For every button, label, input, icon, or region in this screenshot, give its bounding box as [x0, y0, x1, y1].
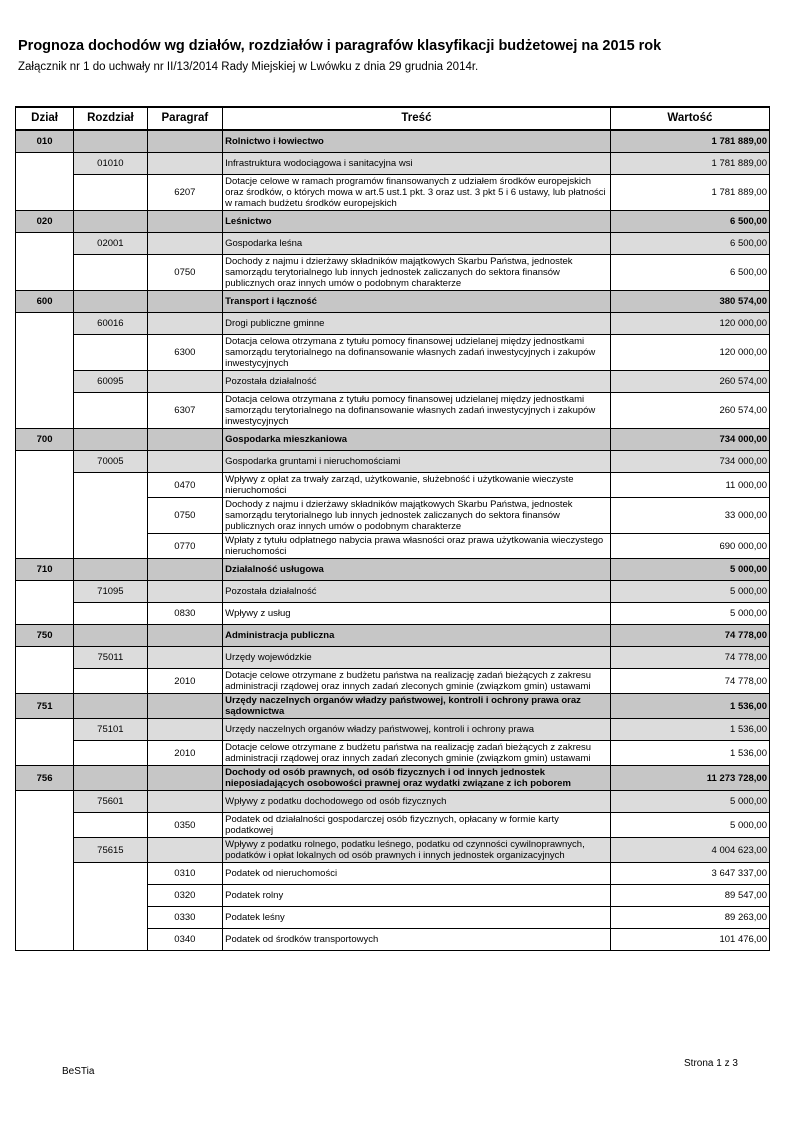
cell-dzial-empty [16, 313, 74, 429]
cell-rozdzial-empty [74, 473, 147, 559]
table-row [16, 647, 770, 669]
cell-rozdzial: 70005 [74, 451, 147, 473]
cell-wartosc: 3 647 337,00 [610, 863, 769, 885]
table-row [16, 791, 770, 813]
cell-rozdzial-empty [74, 863, 147, 951]
cell-tresc: Podatek od działalności gospodarczej osób fizycznych, opłacany w formie karty podatkowej [223, 813, 611, 838]
cell-paragraf [147, 291, 223, 313]
column-header-dzial: Dział [16, 107, 74, 130]
cell-tresc: Dotacje celowe otrzymane z budżetu państwa na realizację zadań bieżących z zakresu administracji rządowej oraz innych zadań zleconych gminie (związkom gmin) ustawami [223, 669, 611, 694]
cell-tresc: Wpływy z usług [223, 603, 611, 625]
table-row [16, 694, 770, 719]
cell-tresc: Urzędy naczelnych organów władzy państwowej, kontroli i ochrony prawa [223, 719, 611, 741]
cell-dzial-empty [16, 581, 74, 625]
table-row [16, 291, 770, 313]
cell-paragraf [147, 451, 223, 473]
cell-tresc: Wpływy z podatku rolnego, podatku leśnego, podatku od czynności cywilnoprawnych, podatków i opłat lokalnych od osób prawnych i innych jednostek organizacyjnych [223, 838, 611, 863]
column-header-rozdzial: Rozdział [74, 107, 147, 130]
cell-wartosc: 5 000,00 [610, 581, 769, 603]
cell-wartosc: 1 781 889,00 [610, 175, 769, 211]
table-row [16, 813, 770, 838]
cell-rozdzial-empty [74, 603, 147, 625]
cell-wartosc: 74 778,00 [610, 647, 769, 669]
cell-tresc: Gospodarka leśna [223, 233, 611, 255]
cell-wartosc: 380 574,00 [610, 291, 769, 313]
table-row [16, 130, 770, 153]
cell-wartosc: 5 000,00 [610, 813, 769, 838]
table-row [16, 371, 770, 393]
cell-paragraf [147, 153, 223, 175]
cell-rozdzial [74, 625, 147, 647]
cell-rozdzial: 75101 [74, 719, 147, 741]
table-row [16, 211, 770, 233]
cell-rozdzial: 60095 [74, 371, 147, 393]
table-row [16, 393, 770, 429]
cell-tresc: Transport i łączność [223, 291, 611, 313]
cell-paragraf: 0770 [147, 534, 223, 559]
cell-tresc: Dochody z najmu i dzierżawy składników majątkowych Skarbu Państwa, jednostek samorządu terytorialnego lub innych jednostek zaliczanych do sektora finansów publicznych oraz innych umów o podobnym charakterze [223, 255, 611, 291]
column-header-wartosc: Wartość [610, 107, 769, 130]
cell-tresc: Rolnictwo i łowiectwo [223, 130, 611, 153]
cell-paragraf: 2010 [147, 669, 223, 694]
table-row [16, 766, 770, 791]
cell-tresc: Leśnictwo [223, 211, 611, 233]
cell-wartosc: 5 000,00 [610, 559, 769, 581]
cell-dzial-empty [16, 647, 74, 694]
cell-paragraf: 0830 [147, 603, 223, 625]
cell-rozdzial [74, 429, 147, 451]
cell-paragraf [147, 766, 223, 791]
cell-wartosc: 4 004 623,00 [610, 838, 769, 863]
table-row [16, 838, 770, 863]
cell-dzial: 020 [16, 211, 74, 233]
cell-tresc: Gospodarka gruntami i nieruchomościami [223, 451, 611, 473]
cell-dzial: 710 [16, 559, 74, 581]
cell-wartosc: 1 781 889,00 [610, 130, 769, 153]
cell-paragraf [147, 211, 223, 233]
cell-paragraf: 0330 [147, 907, 223, 929]
cell-wartosc: 74 778,00 [610, 625, 769, 647]
cell-rozdzial-empty [74, 741, 147, 766]
table-row [16, 581, 770, 603]
table-row [16, 603, 770, 625]
cell-wartosc: 690 000,00 [610, 534, 769, 559]
cell-paragraf: 6207 [147, 175, 223, 211]
cell-tresc: Gospodarka mieszkaniowa [223, 429, 611, 451]
cell-paragraf [147, 233, 223, 255]
cell-tresc: Podatek leśny [223, 907, 611, 929]
cell-rozdzial: 01010 [74, 153, 147, 175]
table-row [16, 233, 770, 255]
cell-wartosc: 33 000,00 [610, 498, 769, 534]
cell-rozdzial-empty [74, 813, 147, 838]
cell-paragraf [147, 313, 223, 335]
table-row [16, 669, 770, 694]
cell-rozdzial: 02001 [74, 233, 147, 255]
table-row [16, 153, 770, 175]
table-row [16, 175, 770, 211]
table-row [16, 741, 770, 766]
cell-wartosc: 734 000,00 [610, 429, 769, 451]
cell-wartosc: 6 500,00 [610, 211, 769, 233]
cell-paragraf: 0320 [147, 885, 223, 907]
cell-dzial-empty [16, 791, 74, 951]
cell-tresc: Urzędy naczelnych organów władzy państwowej, kontroli i ochrony prawa oraz sądownictwa [223, 694, 611, 719]
table-row [16, 719, 770, 741]
cell-rozdzial: 75601 [74, 791, 147, 813]
cell-tresc: Podatek rolny [223, 885, 611, 907]
cell-paragraf [147, 130, 223, 153]
cell-paragraf [147, 625, 223, 647]
cell-dzial: 010 [16, 130, 74, 153]
cell-wartosc: 1 536,00 [610, 719, 769, 741]
cell-tresc: Administracja publiczna [223, 625, 611, 647]
table-body [16, 130, 770, 951]
cell-wartosc: 74 778,00 [610, 669, 769, 694]
cell-wartosc: 89 263,00 [610, 907, 769, 929]
cell-dzial-empty [16, 719, 74, 766]
cell-paragraf [147, 694, 223, 719]
cell-tresc: Dotacje celowe w ramach programów finansowanych z udziałem środków europejskich oraz środków, o których mowa w art.5 ust.1 pkt. 3 oraz ust. 3 pkt 5 i 6 ustawy, lub płatności w ramach budżetu środków europejskich [223, 175, 611, 211]
cell-wartosc: 89 547,00 [610, 885, 769, 907]
cell-dzial: 756 [16, 766, 74, 791]
cell-paragraf [147, 719, 223, 741]
cell-wartosc: 1 536,00 [610, 694, 769, 719]
cell-paragraf: 0350 [147, 813, 223, 838]
cell-wartosc: 260 574,00 [610, 393, 769, 429]
cell-dzial: 751 [16, 694, 74, 719]
cell-tresc: Wpływy z podatku dochodowego od osób fizycznych [223, 791, 611, 813]
cell-paragraf [147, 371, 223, 393]
cell-rozdzial: 75615 [74, 838, 147, 863]
cell-wartosc: 6 500,00 [610, 255, 769, 291]
cell-paragraf: 0750 [147, 498, 223, 534]
cell-wartosc: 11 000,00 [610, 473, 769, 498]
cell-paragraf: 6307 [147, 393, 223, 429]
table-row [16, 255, 770, 291]
cell-rozdzial [74, 211, 147, 233]
cell-tresc: Dotacje celowe otrzymane z budżetu państwa na realizację zadań bieżących z zakresu administracji rządowej oraz innych zadań zleconych gminie (związkom gmin) ustawami [223, 741, 611, 766]
cell-rozdzial: 75011 [74, 647, 147, 669]
cell-paragraf [147, 559, 223, 581]
cell-paragraf: 2010 [147, 741, 223, 766]
cell-wartosc: 734 000,00 [610, 451, 769, 473]
budget-table [15, 106, 770, 951]
cell-rozdzial-empty [74, 669, 147, 694]
cell-tresc: Dochody od osób prawnych, od osób fizycznych i od innych jednostek nieposiadających osobowości prawnej oraz wydatki związane z ich poborem [223, 766, 611, 791]
table-row [16, 429, 770, 451]
cell-paragraf [147, 647, 223, 669]
cell-rozdzial-empty [74, 255, 147, 291]
cell-tresc: Drogi publiczne gminne [223, 313, 611, 335]
cell-wartosc: 120 000,00 [610, 335, 769, 371]
cell-wartosc: 5 000,00 [610, 603, 769, 625]
cell-rozdzial [74, 291, 147, 313]
cell-paragraf: 6300 [147, 335, 223, 371]
cell-tresc: Dotacja celowa otrzymana z tytułu pomocy finansowej udzielanej między jednostkami samorządu terytorialnego na dofinansowanie własnych zadań inwestycyjnych i zakupów inwestycyjnych [223, 335, 611, 371]
cell-rozdzial [74, 694, 147, 719]
cell-paragraf: 0470 [147, 473, 223, 498]
cell-wartosc: 5 000,00 [610, 791, 769, 813]
cell-rozdzial [74, 130, 147, 153]
column-header-tresc: Treść [223, 107, 611, 130]
cell-rozdzial: 71095 [74, 581, 147, 603]
cell-wartosc: 1 781 889,00 [610, 153, 769, 175]
cell-dzial-empty [16, 153, 74, 211]
cell-rozdzial [74, 559, 147, 581]
cell-paragraf [147, 838, 223, 863]
cell-tresc: Urzędy wojewódzkie [223, 647, 611, 669]
cell-paragraf [147, 581, 223, 603]
cell-tresc: Wpłaty z tytułu odpłatnego nabycia prawa własności oraz prawa użytkowania wieczystego nieruchomości [223, 534, 611, 559]
cell-wartosc: 11 273 728,00 [610, 766, 769, 791]
cell-tresc: Działalność usługowa [223, 559, 611, 581]
table-row [16, 335, 770, 371]
cell-rozdzial-empty [74, 393, 147, 429]
cell-paragraf [147, 429, 223, 451]
cell-paragraf: 0310 [147, 863, 223, 885]
cell-wartosc: 1 536,00 [610, 741, 769, 766]
cell-wartosc: 6 500,00 [610, 233, 769, 255]
cell-tresc: Infrastruktura wodociągowa i sanitacyjna wsi [223, 153, 611, 175]
page-subtitle: Załącznik nr 1 do uchwały nr II/13/2014 Rady Miejskiej w Lwówku z dnia 29 grudnia 2014r. [18, 61, 479, 73]
cell-dzial: 600 [16, 291, 74, 313]
cell-tresc: Podatek od środków transportowych [223, 929, 611, 951]
cell-paragraf: 0750 [147, 255, 223, 291]
cell-tresc: Podatek od nieruchomości [223, 863, 611, 885]
cell-tresc: Pozostała działalność [223, 371, 611, 393]
table-row [16, 473, 770, 498]
table-row [16, 313, 770, 335]
cell-dzial-empty [16, 451, 74, 559]
cell-rozdzial [74, 766, 147, 791]
table-row [16, 863, 770, 885]
table-header-row [16, 107, 770, 130]
cell-rozdzial-empty [74, 335, 147, 371]
cell-wartosc: 120 000,00 [610, 313, 769, 335]
table-row [16, 559, 770, 581]
cell-paragraf: 0340 [147, 929, 223, 951]
footer-brand: BeSTia [62, 1066, 95, 1077]
cell-wartosc: 101 476,00 [610, 929, 769, 951]
cell-dzial-empty [16, 233, 74, 291]
table-row [16, 625, 770, 647]
cell-tresc: Dochody z najmu i dzierżawy składników majątkowych Skarbu Państwa, jednostek samorządu terytorialnego lub innych jednostek zaliczanych do sektora finansów publicznych oraz innych umów o podobnym charakterze [223, 498, 611, 534]
cell-paragraf [147, 791, 223, 813]
cell-dzial: 750 [16, 625, 74, 647]
column-header-paragraf: Paragraf [147, 107, 223, 130]
cell-dzial: 700 [16, 429, 74, 451]
cell-wartosc: 260 574,00 [610, 371, 769, 393]
cell-rozdzial: 60016 [74, 313, 147, 335]
page-number: Strona 1 z 3 [684, 1058, 738, 1069]
page-title: Prognoza dochodów wg działów, rozdziałów i paragrafów klasyfikacji budżetowej na 2015 rok [18, 38, 662, 54]
table-row [16, 451, 770, 473]
cell-tresc: Dotacja celowa otrzymana z tytułu pomocy finansowej udzielanej między jednostkami samorządu terytorialnego na dofinansowanie własnych zadań inwestycyjnych i zakupów inwestycyjnych [223, 393, 611, 429]
cell-tresc: Wpływy z opłat za trwały zarząd, użytkowanie, służebność i użytkowanie wieczyste nieruchomości [223, 473, 611, 498]
cell-tresc: Pozostała działalność [223, 581, 611, 603]
cell-rozdzial-empty [74, 175, 147, 211]
